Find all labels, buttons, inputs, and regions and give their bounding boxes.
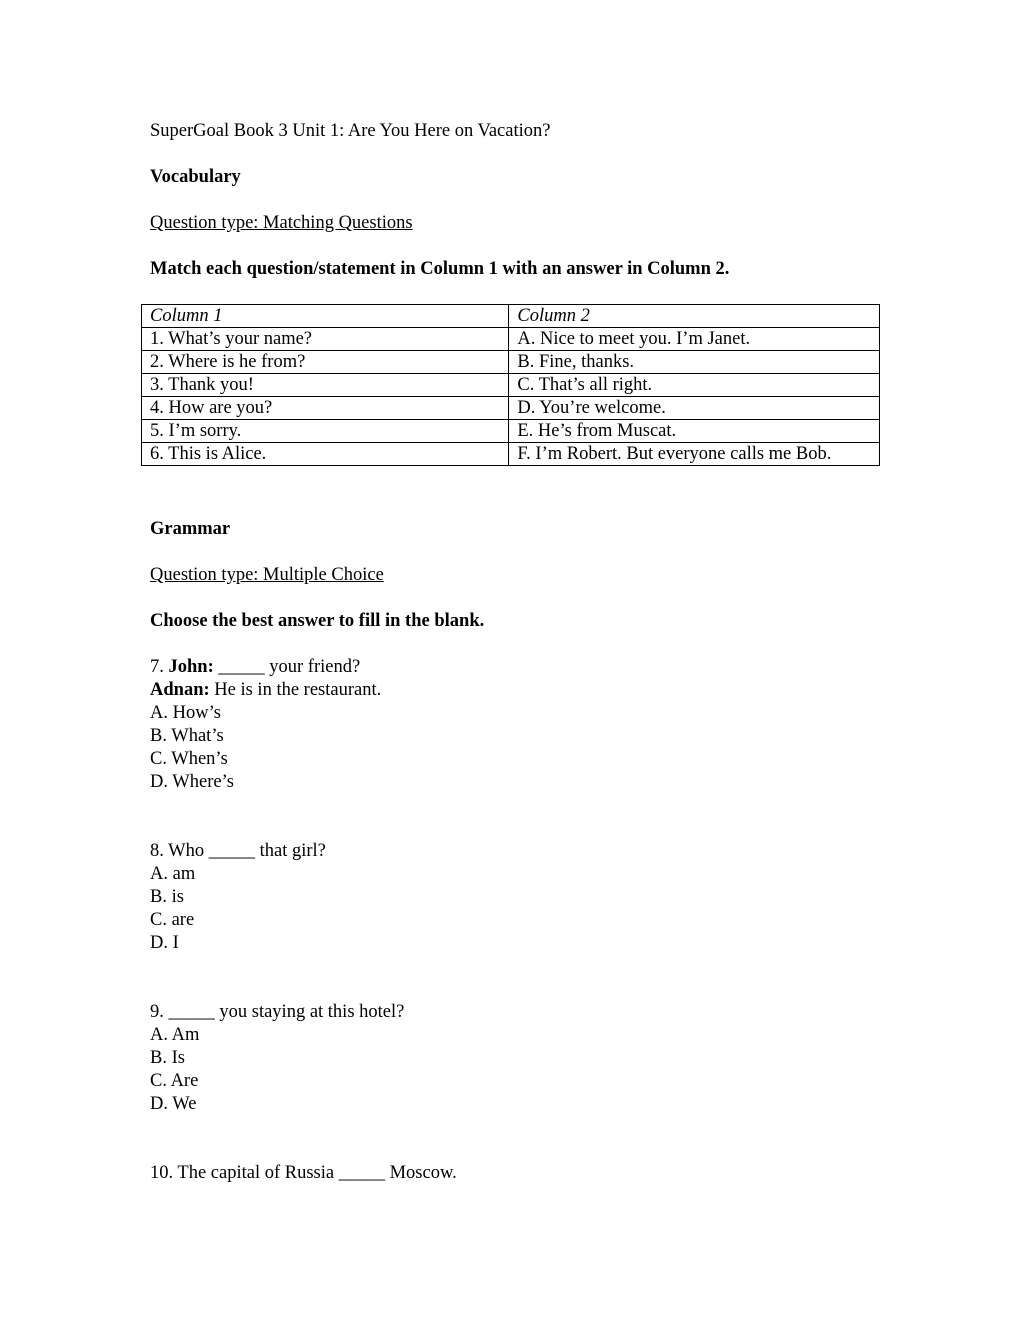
answer-option: C. Are xyxy=(150,1071,199,1091)
grammar-question-type: Question type: Multiple Choice xyxy=(150,565,384,585)
column-2-header: Column 2 xyxy=(509,305,880,328)
table-cell: 1. What’s your name? xyxy=(142,328,509,351)
question-9 xyxy=(150,1001,404,1116)
grammar-instruction: Choose the best answer to fill in the blank. xyxy=(150,611,485,631)
table-cell: 5. I’m sorry. xyxy=(142,420,509,443)
document-title: SuperGoal Book 3 Unit 1: Are You Here on Vacation? xyxy=(150,121,551,141)
answer-option: D. We xyxy=(150,1094,197,1114)
table-cell: A. Nice to meet you. I’m Janet. xyxy=(509,328,880,351)
table-cell: D. You’re welcome. xyxy=(509,397,880,420)
answer-option: A. Am xyxy=(150,1025,200,1045)
question-8 xyxy=(150,840,326,955)
answer-option: A. am xyxy=(150,864,196,884)
question-10-text: 10. The capital of Russia _____ Moscow. xyxy=(150,1163,457,1183)
vocabulary-heading: Vocabulary xyxy=(150,167,241,187)
question-number: 7. xyxy=(150,657,164,677)
speaker-john: John: xyxy=(168,657,214,677)
answer-option: B. is xyxy=(150,887,184,907)
answer-option: A. How’s xyxy=(150,703,221,723)
table-cell: B. Fine, thanks. xyxy=(509,351,880,374)
speaker-adnan: Adnan: xyxy=(150,680,210,700)
answer-option: D. Where’s xyxy=(150,772,234,792)
table-row xyxy=(142,443,880,466)
answer-option: B. What’s xyxy=(150,726,224,746)
answer-option: C. When’s xyxy=(150,749,228,769)
vocabulary-question-type: Question type: Matching Questions xyxy=(150,213,413,233)
table-cell: E. He’s from Muscat. xyxy=(509,420,880,443)
table-cell: F. I’m Robert. But everyone calls me Bob. xyxy=(509,443,880,466)
table-row xyxy=(142,420,880,443)
table-cell: 2. Where is he from? xyxy=(142,351,509,374)
table-row xyxy=(142,351,880,374)
table-cell: 4. How are you? xyxy=(142,397,509,420)
question-7 xyxy=(150,656,381,794)
answer-option: C. are xyxy=(150,910,195,930)
table-header-row xyxy=(142,305,880,328)
table-cell: C. That’s all right. xyxy=(509,374,880,397)
answer-option: D. I xyxy=(150,933,179,953)
table-row xyxy=(142,397,880,420)
question-7-line-2 xyxy=(150,679,381,702)
matching-table xyxy=(141,304,880,466)
question-8-text: 8. Who _____ that girl? xyxy=(150,841,326,861)
question-7-line-1 xyxy=(150,656,381,679)
table-cell: 6. This is Alice. xyxy=(142,443,509,466)
table-cell: 3. Thank you! xyxy=(142,374,509,397)
grammar-heading: Grammar xyxy=(150,519,231,539)
column-1-header: Column 1 xyxy=(142,305,509,328)
table-row xyxy=(142,328,880,351)
question-7-reply: He is in the restaurant. xyxy=(214,680,382,700)
question-7-text: _____ your friend? xyxy=(218,657,361,677)
question-9-text: 9. _____ you staying at this hotel? xyxy=(150,1002,405,1022)
table-row xyxy=(142,374,880,397)
answer-option: B. Is xyxy=(150,1048,185,1068)
vocabulary-instruction: Match each question/statement in Column 1 with an answer in Column 2. xyxy=(150,259,730,279)
